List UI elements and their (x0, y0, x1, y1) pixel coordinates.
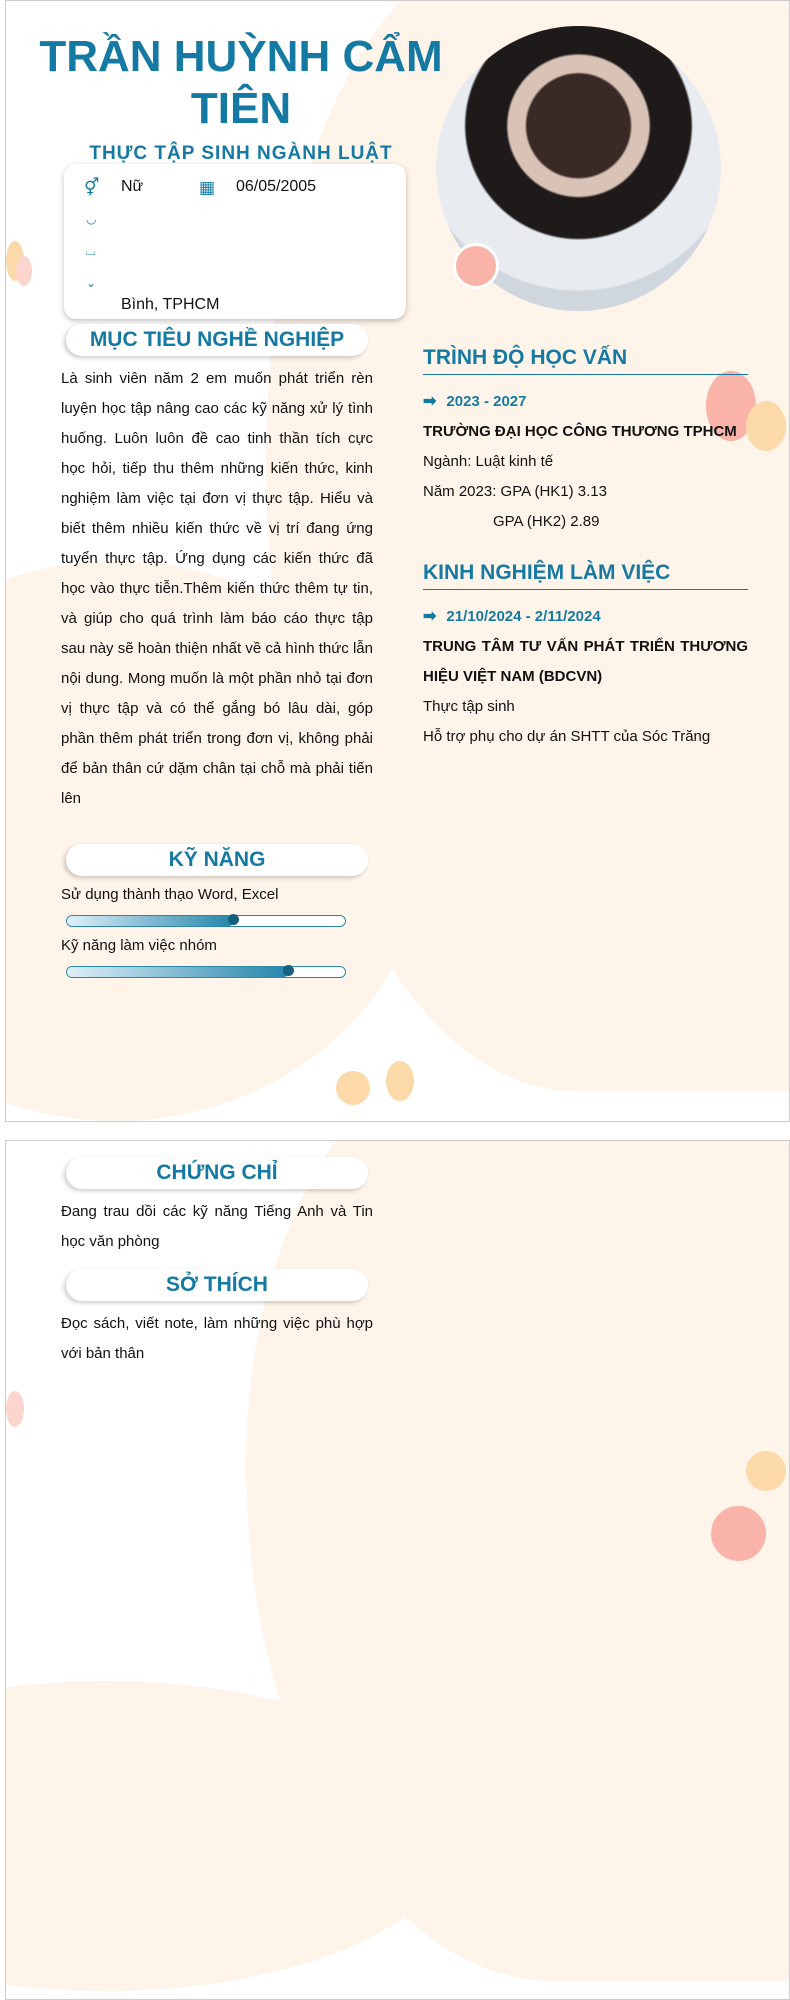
certificates-text: Đang trau dồi các kỹ năng Tiếng Anh và Tin học văn phòng (61, 1203, 373, 1250)
gender-icon: ⚥ (84, 178, 100, 197)
right-column (423, 346, 748, 752)
education-gpa-2: GPA (HK2) 2.89 (493, 513, 600, 530)
left-column (61, 324, 373, 978)
section-header-certificates: CHỨNG CHỈ (66, 1157, 368, 1189)
skill-bar-fill (67, 916, 234, 926)
experience-period (423, 606, 748, 626)
gender-value: Nữ (121, 178, 144, 195)
page2-column (61, 1157, 373, 1369)
calendar-icon: ▦ (199, 178, 216, 197)
candidate-name: TRẦN HUỲNH CẨM TIÊN (39, 32, 443, 133)
decor-blob (746, 401, 786, 451)
hobbies-text: Đọc sách, viết note, làm những việc phù hợp với bản thân (61, 1315, 373, 1362)
section-header-hobbies: SỞ THÍCH (66, 1269, 368, 1301)
decor-blob (336, 1071, 370, 1105)
experience-period-text: 21/10/2024 - 2/11/2024 (446, 608, 601, 625)
education-major: Ngành: Luật kinh tế (423, 453, 554, 470)
cv-page-2 (5, 1140, 790, 2000)
email-icon: ⌴ (86, 244, 96, 258)
personal-info-card (64, 164, 406, 319)
location-icon: ⌄ (86, 276, 97, 290)
decor-blob (746, 1451, 786, 1491)
section-header-skills: KỸ NĂNG (66, 844, 368, 876)
skill-bar-fill (67, 967, 289, 977)
decor-circle (453, 243, 499, 289)
address-value: Bình, TPHCM (121, 296, 220, 313)
experience-description: Hỗ trợ phụ cho dự án SHTT của Sóc Trăng (423, 728, 711, 745)
skill-bar (66, 966, 346, 978)
arrow-right-icon: ➡ (423, 608, 437, 625)
section-header-education: TRÌNH ĐỘ HỌC VẤN (423, 346, 748, 375)
section-header-experience: KINH NGHIỆM LÀM VIỆC (423, 561, 748, 590)
skill-label: Kỹ năng làm việc nhóm (61, 937, 217, 954)
birthday-value: 06/05/2005 (236, 178, 317, 195)
skill-bar (66, 915, 346, 927)
phone-icon: ◡ (86, 212, 97, 226)
decor-blob (6, 1391, 24, 1427)
decor-blob (386, 1061, 414, 1101)
objective-text: Là sinh viên năm 2 em muốn phát triển rèn luyện học tập nâng cao các kỹ năng xử lý tình huống. Luôn luôn đề cao tinh thần tích cực học hỏi, tiếp thu thêm những kiến thức, kinh nghiệm làm việc tại đơn vị thực tập. Hiểu và biết thêm nhiều kiến thức về vị trí đang ứng tuyển thực tập. Ứng dụng các kiến thức đã học vào thực tiễn.Thêm kiến thức thêm tự tin, và giúp cho quá trình làm báo cáo thực tập sau này sẽ hoàn thiện nhất về cả hình thức lẫn nội dung. Mong muốn là một phần nhỏ tại đơn vị thực tập và có thể gắng bó lâu dài, góp phần thêm phát triển trong đơn vị, không phải để bản thân cứ dặm chân tại chỗ mà phải tiến lên (61, 370, 373, 807)
company-name: TRUNG TÂM TƯ VẤN PHÁT TRIỂN THƯƠNG HIỆU VIỆT NAM (BDCVN) (423, 638, 748, 685)
school-name: TRƯỜNG ĐẠI HỌC CÔNG THƯƠNG TPHCM (423, 423, 737, 440)
section-header-objective: MỤC TIÊU NGHỀ NGHIỆP (66, 324, 368, 356)
education-period (423, 391, 748, 411)
skill-label: Sử dụng thành thạo Word, Excel (61, 886, 279, 903)
decor-blob (16, 256, 32, 286)
job-title: THỰC TẬP SINH NGÀNH LUẬT (89, 143, 393, 164)
arrow-right-icon: ➡ (423, 393, 437, 410)
cv-page-1 (5, 0, 790, 1122)
experience-position: Thực tập sinh (423, 698, 515, 715)
education-period-text: 2023 - 2027 (446, 393, 527, 410)
education-gpa-1: Năm 2023: GPA (HK1) 3.13 (423, 483, 607, 500)
decor-blob (711, 1506, 766, 1561)
header (31, 31, 451, 165)
